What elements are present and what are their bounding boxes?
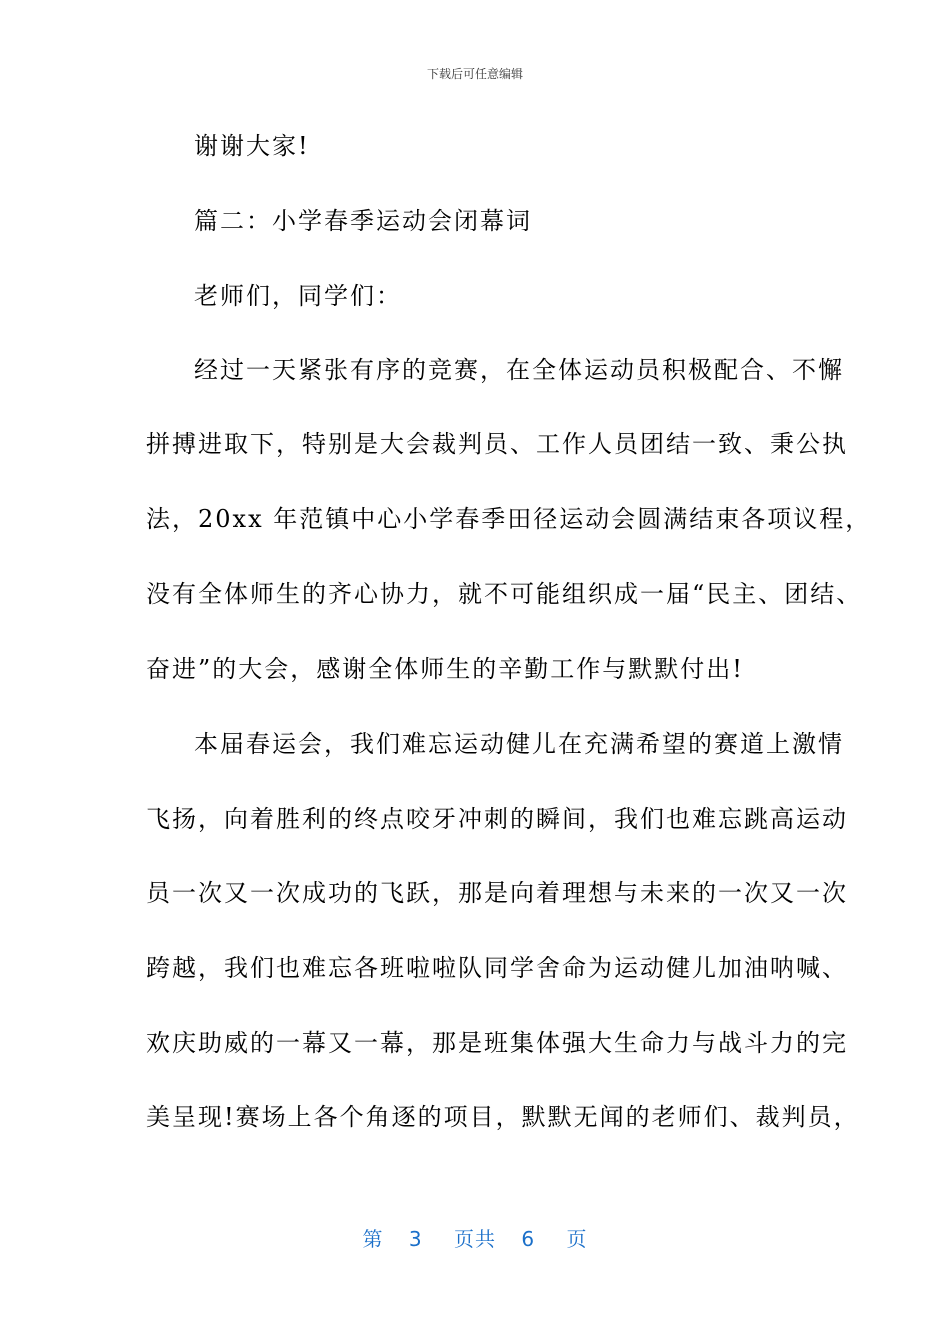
paragraph-1-line-4: 没有全体师生的齐心协力，就不可能组织成一届“民主、团结、 [146, 580, 863, 608]
paragraph-1-line-5: 奋进”的大会，感谢全体师生的辛勤工作与默默付出! [146, 655, 744, 683]
paragraph-1-line-3: 法，20xx 年范镇中心小学春季田径运动会圆满结束各项议程， [146, 505, 872, 533]
paragraph-2-line-5: 欢庆助威的一幕又一幕，那是班集体强大生命力与战斗力的完 [146, 1029, 848, 1057]
text-line-thanks: 谢谢大家! [194, 132, 310, 160]
section-title: 篇二：小学春季运动会闭幕词 [194, 207, 532, 235]
salutation: 老师们，同学们： [194, 282, 402, 310]
footer-middle: 页共 [454, 1227, 496, 1251]
paragraph-2-line-6: 美呈现!赛场上各个角逐的项目，默默无闻的老师们、裁判员， [146, 1103, 860, 1131]
page-footer [0, 1226, 950, 1252]
paragraph-2-line-3: 员一次又一次成功的飞跃，那是向着理想与未来的一次又一次 [146, 879, 848, 907]
paragraph-2-line-4: 跨越，我们也难忘各班啦啦队同学舍命为运动健儿加油呐喊、 [146, 954, 848, 982]
paragraph-1-line-1: 经过一天紧张有序的竞赛，在全体运动员积极配合、不懈 [194, 356, 844, 384]
footer-suffix: 页 [566, 1227, 588, 1251]
paragraph-2-line-2: 飞扬，向着胜利的终点咬牙冲刺的瞬间，我们也难忘跳高运动 [146, 805, 848, 833]
current-page-number: 3 [408, 1227, 423, 1251]
paragraph-1-line-2: 拼搏进取下，特别是大会裁判员、工作人员团结一致、秉公执 [146, 430, 848, 458]
header-note: 下载后可任意编辑 [426, 67, 523, 81]
paragraph-2-line-1: 本届春运会，我们难忘运动健儿在充满希望的赛道上激情 [194, 730, 844, 758]
total-pages-number: 6 [521, 1227, 536, 1251]
footer-prefix: 第 [362, 1227, 384, 1251]
